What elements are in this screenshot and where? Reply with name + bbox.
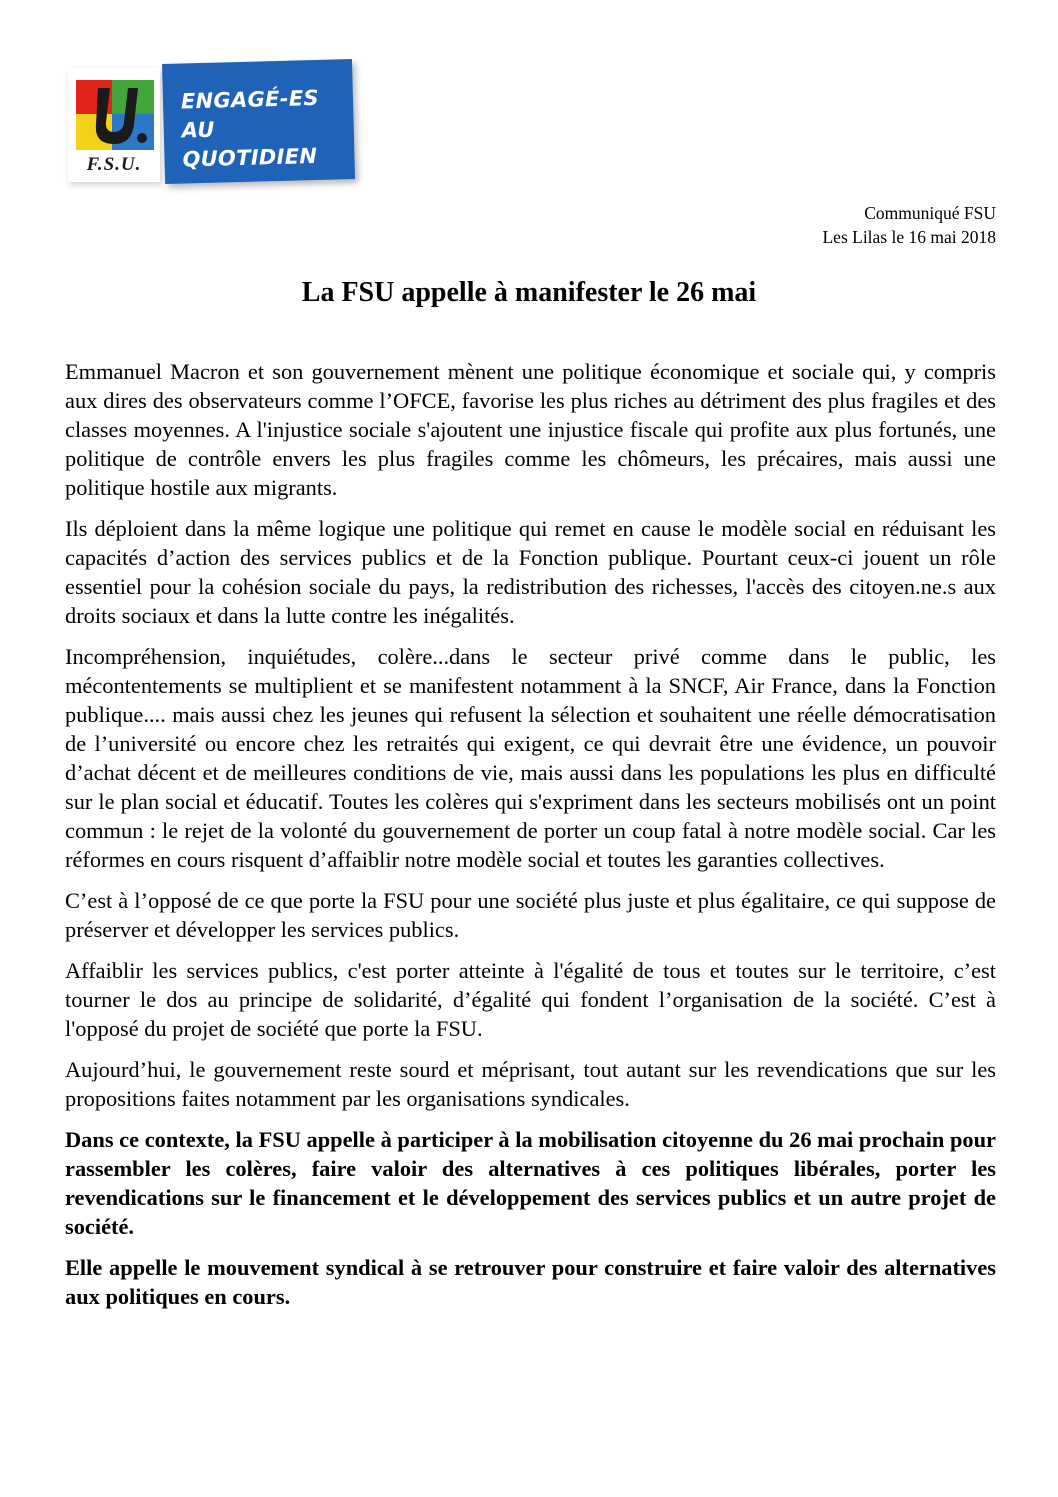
document-meta: [822, 201, 996, 249]
fsu-logo-card: [68, 68, 160, 182]
fsu-logo-letters: F.S.U.: [86, 154, 142, 175]
paragraph: Aujourd’hui, le gouvernement reste sourd et méprisant, tout autant sur les revendications que sur les propositions faites notamment par les organisations syndicales.: [65, 1057, 996, 1111]
place-date: Les Lilas le 16 mai 2018: [822, 227, 996, 247]
paragraph: Ils déploient dans la même logique une politique qui remet en cause le modèle social en réduisant les capacités d’action des services publics et de la Fonction publique. Pourtant ceux-ci jouent un rôle essentiel pour la cohésion sociale du pays, la redistribution des richesses, l'accès des citoyen.ne.s aux droits sociaux et dans la lutte contre les inégalités.: [65, 516, 996, 628]
slogan-line-1: ENGAGÉ-ES: [180, 85, 320, 114]
paragraph: C’est à l’opposé de ce que porte la FSU pour une société plus juste et plus égalitaire, ce qui suppose de préserver et développer les services publics.: [65, 888, 996, 942]
call-to-action-paragraph: Dans ce contexte, la FSU appelle à participer à la mobilisation citoyenne du 26 mai prochain pour rassembler les colères, faire valoir des alternatives à ces politiques libérales, porter les revendications sur le financement et le développement des services publics et un autre projet de société.: [65, 1127, 996, 1239]
slogan-text: [181, 83, 353, 174]
fsu-logo: [68, 64, 364, 190]
slogan-banner: [162, 59, 355, 184]
slogan-line-2: AU QUOTIDIEN: [181, 117, 318, 172]
page-title: La FSU appelle à manifester le 26 mai: [301, 277, 757, 308]
paragraph: Emmanuel Macron et son gouvernement mènent une politique économique et sociale qui, y compris aux dires des observateurs comme l’OFCE, favorise les plus riches au détriment des plus fragiles et des classes moyennes. A l'injustice sociale s'ajoutent une injustice fiscale qui profite aux plus fortunés, une politique de contrôle envers les plus fragiles comme les chômeurs, les précaires, mais aussi une politique hostile aux migrants.: [65, 359, 996, 500]
paragraph: Affaiblir les services publics, c'est porter atteinte à l'égalité de tous et toutes sur le territoire, c’est tourner le dos au principe de solidarité, d’égalité qui fondent l’organisation de la société. C’est à l'opposé du projet de société que porte la FSU.: [65, 958, 996, 1041]
closing-paragraph: Elle appelle le mouvement syndical à se retrouver pour construire et faire valoir des alternatives aux politiques en cours.: [65, 1255, 996, 1309]
fsu-emblem-icon: [76, 80, 154, 150]
document-body: [65, 357, 996, 1323]
paragraph: Incompréhension, inquiétudes, colère...dans le secteur privé comme dans le public, les mécontentements se multiplient et se manifestent notamment à la SNCF, Air France, dans la Fonction publique.... mais aussi chez les jeunes qui refusent la sélection et souhaitent une réelle démocratisation de l’université ou encore chez les retraités qui exigent, ce qui devrait être une évidence, un pouvoir d’achat décent et de meilleures conditions de vie, mais aussi dans les populations les plus en difficulté sur le plan social et éducatif. Toutes les colères qui s'expriment dans les secteurs mobilisés ont un point commun : le rejet de la volonté du gouvernement de porter un coup fatal à notre modèle social. Car les réformes en cours risquent d’affaiblir notre modèle social et toutes les garanties collectives.: [65, 644, 996, 872]
document-type: Communiqué FSU: [864, 203, 996, 223]
